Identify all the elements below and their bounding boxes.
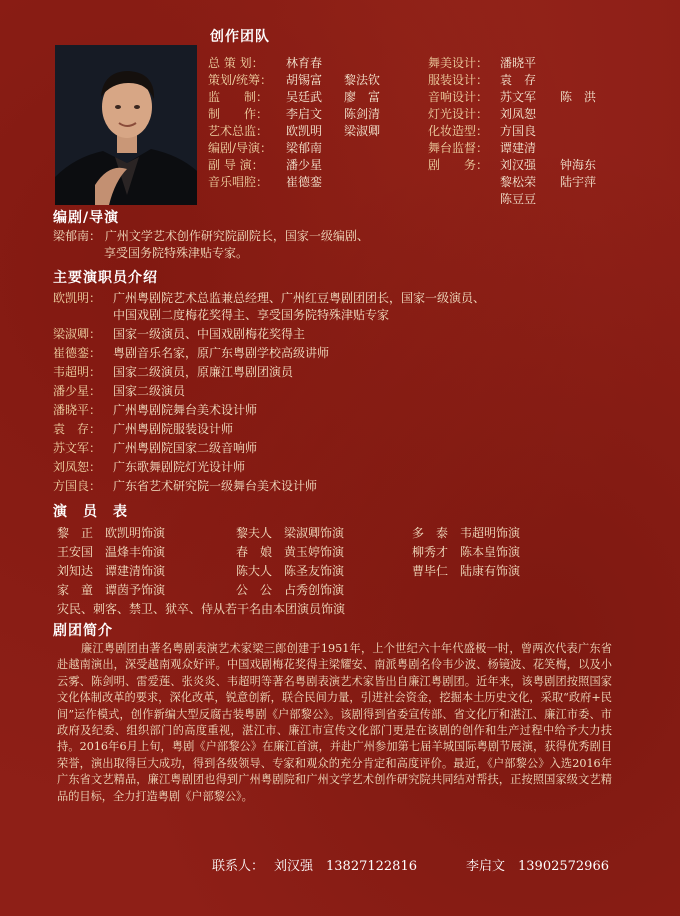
team-role: 剧 务： <box>428 158 489 172</box>
member-desc: 国家二级演员，原廉江粤剧团演员 <box>113 365 294 379</box>
member-item <box>53 402 257 419</box>
team-role: 舞美设计： <box>428 56 489 70</box>
member-desc: 粤剧音乐名家，原广东粤剧学校高级讲师 <box>113 346 330 360</box>
team-role: 总 策 划： <box>208 56 264 70</box>
team-role: 音响设计： <box>428 90 489 104</box>
team-name: 胡锡富 <box>286 73 323 87</box>
cast-entry: 黎夫人 梁淑卿饰演 <box>236 526 345 540</box>
member-desc: 广东歌舞剧院灯光设计师 <box>113 460 246 474</box>
member-item <box>53 307 389 324</box>
team-name: 方国良 <box>500 124 537 138</box>
team-row <box>428 123 536 139</box>
member-item <box>53 478 317 495</box>
member-name: 欧凯明： <box>53 291 102 305</box>
team-row <box>208 174 322 190</box>
team-role: 化妆造型： <box>428 124 489 138</box>
team-name: 陈 洪 <box>560 90 597 104</box>
member-name: 苏文军： <box>53 441 102 455</box>
cast-entry: 王安国 温烽丰饰演 <box>57 545 166 559</box>
team-row <box>428 89 596 105</box>
team-role: 副 导 演： <box>208 158 264 172</box>
team-row <box>428 140 536 156</box>
team-name: 谭建清 <box>500 141 537 155</box>
contact-person-2: 李启文 13902572966 <box>466 859 609 874</box>
team-name: 陈剑清 <box>344 107 381 121</box>
member-name: 梁淑卿： <box>53 327 102 341</box>
member-item <box>53 364 293 381</box>
team-row <box>208 55 344 71</box>
member-desc: 广州粤剧院舞台美术设计师 <box>113 403 258 417</box>
team-name: 陈豆豆 <box>500 192 537 206</box>
intro-text: 廉江粤剧团由著名粤剧表演艺术家梁三郎创建于1951年，上个世纪六十年代盛极一时，曾两次代表广东省赴越南演出，深受越南观众好评。中国戏剧梅花奖得主梁耀安、南派粤剧名伶韦少波、杨镜波、花笑梅，以及小云雾、陈剑明、雷爱莲、张炎炎、韦超明等著名粤剧表演艺术家皆出自廉江粤剧团。近年来，该粤剧团按照国家文化体制改革的要求，深化改革，锐意创新，联合民间力量，引进社会资金，挖掘本土历史文化，采取“政府+民间”运作模式，创作新编大型反腐古装粤剧《户部黎公》。该剧得到省委宣传部、省文化厅和湛江、廉江市委、市政府及纪委、组织部门的高度重视，湛江市、廉江市宣传文化部门更是在该剧的创作和生产过程中给予大力扶持。2016年6月上旬，粤剧《户部黎公》在廉江首演，并赴广州参加第七届羊城国际粤剧节展演，获得优秀剧目荣誉，演出取得巨大成功，得到各级领导、专家和观众的充分肯定和高度评价。最近，《户部黎公》入选2016年广东省文艺精品，廉江粤剧团也得到广州粤剧院和广州文学艺术创作研究院共同结对帮扶，正按照国家级文艺精品的目标，全力打造粤剧《户部黎公》。 <box>57 642 612 803</box>
intro-title: 剧团简介 <box>53 623 113 639</box>
cast-entry: 陈大人 陈圣友饰演 <box>236 564 345 578</box>
team-row <box>208 89 380 105</box>
team-name: 刘汉强 <box>500 158 537 172</box>
team-name: 刘凤恕 <box>500 107 537 121</box>
team-role: 艺术总监： <box>208 124 269 138</box>
contact-label: 联系人： <box>212 859 265 874</box>
cast-entry: 刘知达 谭建清饰演 <box>57 564 166 578</box>
member-item <box>53 383 185 400</box>
team-name: 吴廷武 <box>286 90 323 104</box>
team-role: 舞台监督： <box>428 141 489 155</box>
cast-note: 灾民、刺客、禁卫、狱卒、侍从若干名由本团演员饰演 <box>57 602 346 616</box>
director-line-1: 梁郁南： 广州文学艺术创作研究院副院长，国家一级编剧、 <box>53 229 369 243</box>
team-name: 梁郁南 <box>286 141 323 155</box>
member-item <box>53 345 329 362</box>
member-desc: 中国戏剧二度梅花奖得主、享受国务院特殊津贴专家 <box>113 308 390 322</box>
member-item <box>53 459 245 476</box>
member-item <box>53 290 485 307</box>
team-row <box>428 106 536 122</box>
team-name: 苏文军 <box>500 90 537 104</box>
team-name: 廖 富 <box>344 90 381 104</box>
member-desc: 广州粤剧院国家二级音响师 <box>113 441 258 455</box>
team-name: 钟海东 <box>560 158 597 172</box>
member-item <box>53 326 305 343</box>
team-title: 创作团队 <box>210 29 270 45</box>
team-row <box>428 72 536 88</box>
team-name: 陆宇萍 <box>560 175 597 189</box>
team-row <box>208 140 322 156</box>
director-line-2: 享受国务院特殊津贴专家。 <box>104 246 249 260</box>
team-name: 潘晓平 <box>500 56 537 70</box>
team-name: 黎法钦 <box>344 73 381 87</box>
team-name: 黎松荣 <box>500 175 537 189</box>
cast-entry: 多 泰 韦超明饰演 <box>412 526 521 540</box>
member-name: 潘晓平： <box>53 403 102 417</box>
member-item <box>53 421 233 438</box>
member-name: 崔德銮： <box>53 346 102 360</box>
team-row <box>208 106 380 122</box>
cast-entry: 家 童 谭茵予饰演 <box>57 583 166 597</box>
team-row <box>500 174 596 190</box>
team-name: 袁 存 <box>500 73 537 87</box>
cast-title: 演 员 表 <box>53 504 128 520</box>
member-name: 刘凤恕： <box>53 460 102 474</box>
team-row <box>500 191 536 207</box>
member-desc: 广东省艺术研究院一级舞台美术设计师 <box>113 479 318 493</box>
team-name: 林育春 <box>286 56 323 70</box>
member-desc: 广州粤剧院服装设计师 <box>113 422 234 436</box>
member-name: 潘少星： <box>53 384 102 398</box>
team-role: 制 作： <box>208 107 269 121</box>
member-name: 方国良： <box>53 479 102 493</box>
member-name: 袁 存： <box>53 422 102 436</box>
team-role: 灯光设计： <box>428 107 489 121</box>
team-role: 监 制： <box>208 90 269 104</box>
member-desc: 广州粤剧院艺术总监兼总经理、广州红豆粤剧团团长，国家一级演员、 <box>113 291 486 305</box>
team-row <box>428 55 536 71</box>
portrait-photo <box>55 45 197 205</box>
cast-entry: 曹毕仁 陆康有饰演 <box>412 564 521 578</box>
member-item <box>53 440 257 457</box>
team-name: 欧凯明 <box>286 124 323 138</box>
contact-person-1: 刘汉强 13827122816 <box>274 859 417 874</box>
portrait-illustration <box>55 45 197 205</box>
team-name: 潘少星 <box>286 158 323 172</box>
member-desc: 国家一级演员、中国戏剧梅花奖得主 <box>113 327 306 341</box>
team-name: 崔德銮 <box>286 175 323 189</box>
cast-entry: 黎 正 欧凯明饰演 <box>57 526 166 540</box>
team-role: 服装设计： <box>428 73 489 87</box>
cast-entry: 春 娘 黄玉婷饰演 <box>236 545 345 559</box>
member-name: 韦超明： <box>53 365 102 379</box>
team-row <box>208 72 380 88</box>
team-name: 梁淑卿 <box>344 124 381 138</box>
team-role: 编剧/导演： <box>208 141 273 155</box>
director-title: 编剧/导演 <box>53 210 120 226</box>
team-role: 音乐唱腔： <box>208 175 269 189</box>
cast-entry: 公 公 占秀创饰演 <box>236 583 345 597</box>
members-title: 主要演职员介绍 <box>53 270 158 286</box>
member-desc: 国家二级演员 <box>113 384 186 398</box>
team-row <box>208 123 380 139</box>
cast-entry: 柳秀才 陈本皇饰演 <box>412 545 521 559</box>
team-role: 策划/统筹： <box>208 73 273 87</box>
team-row <box>208 157 322 173</box>
team-row <box>428 157 596 173</box>
team-name: 李启文 <box>286 107 323 121</box>
